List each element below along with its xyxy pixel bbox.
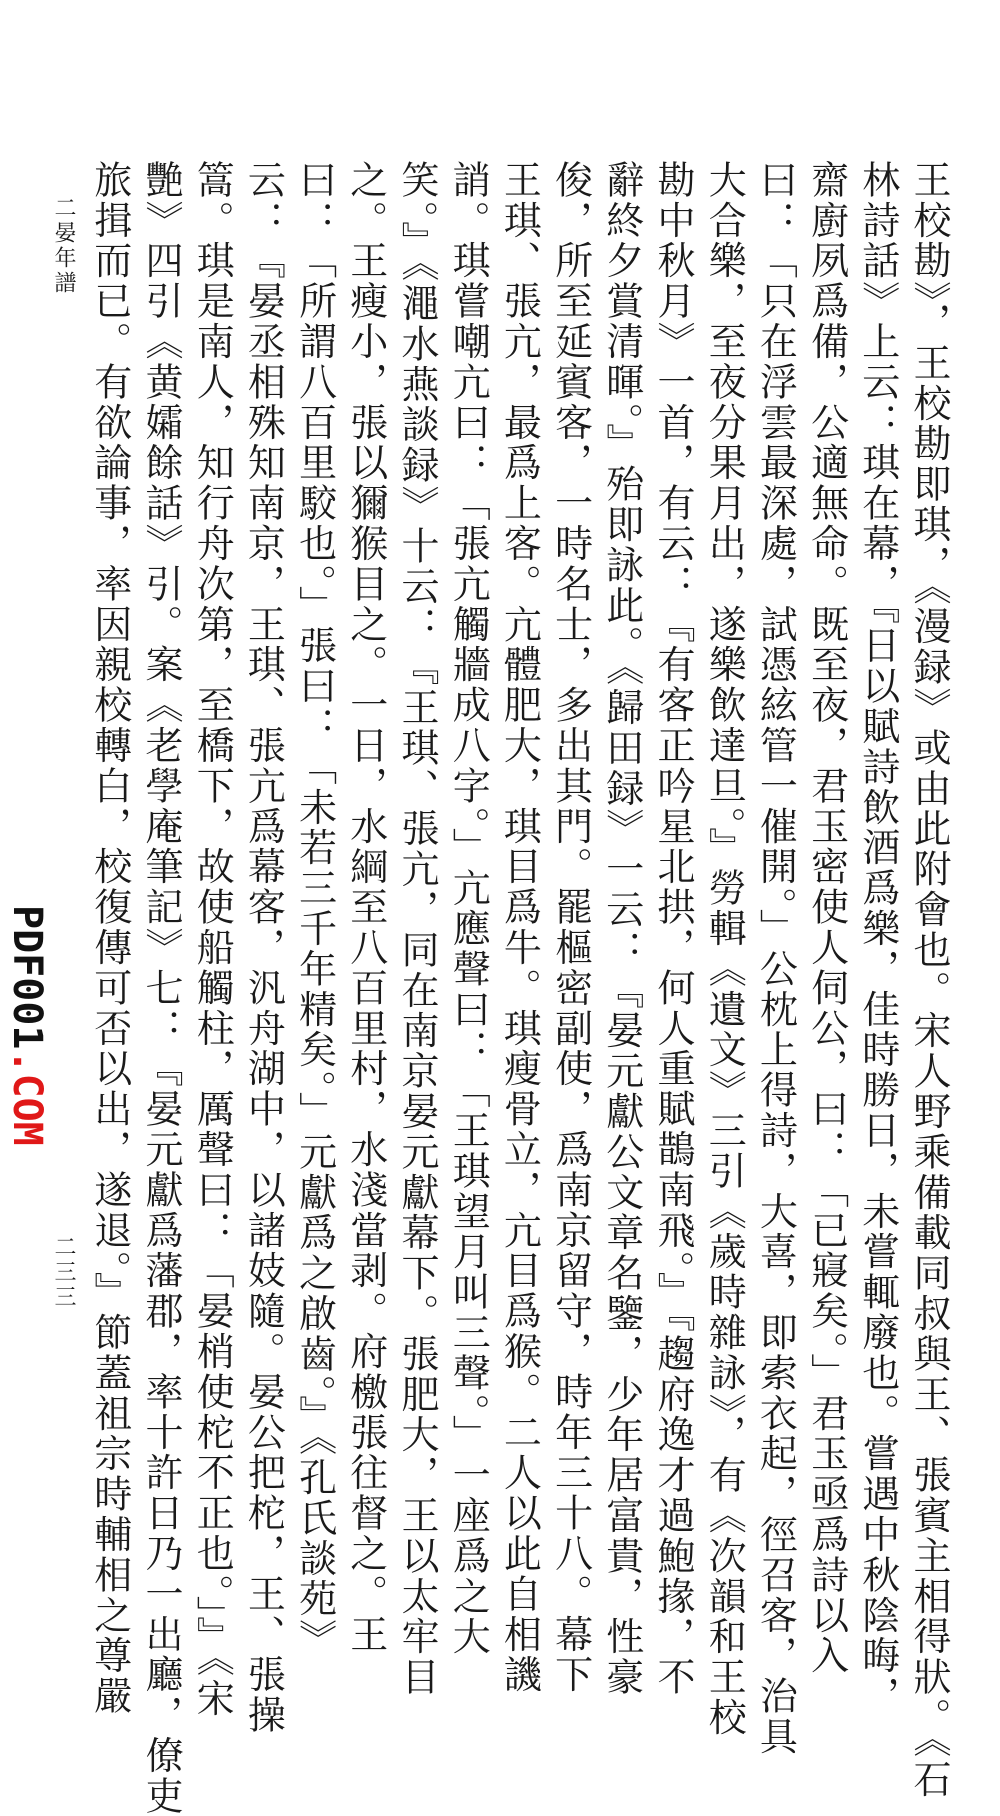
text-column: 王琪、張亢，最爲上客。亢體肥大，琪目爲牛。琪瘦骨立，亢目爲猴。二人以此自相譏 <box>497 160 542 1696</box>
text-column: 王校勘》，王校勘即琪，《漫録》或由此附會也。宋人野乘備載同叔與王、張賓主相得狀。《石 <box>907 160 951 1800</box>
text-column: 曰：「只在浮雲最深處，試憑絃管一催開。」公枕上得詩，大喜，即索衣起，徑召客，治具 <box>753 160 798 1757</box>
text-column: 艷》四引《黄孀餘話》引。案《老學庵筆記》七：『晏元獻爲藩郡，率十許日乃一出廳，僚吏 <box>139 160 183 1816</box>
page-number: 二三三 <box>51 1235 76 1310</box>
text-column: 俊，所至延賓客，一時名士，多出其門。罷樞密副使，爲南京留守，時年三十八。幕下 <box>548 160 593 1696</box>
text-column: 齋廚夙爲備，公適無命。既至夜，君玉密使人伺公，曰：「已寢矣。」君玉亟爲詩以入 <box>804 160 849 1677</box>
running-head: 二晏年譜 <box>51 196 76 296</box>
text-column: 曰：「所謂八百里駮也。」張曰：「未若三千年精矣。」元獻爲之啟齒。』《孔氏談苑》 <box>292 160 337 1660</box>
text-column: 林詩話》上云：琪在幕，『日以賦詩飲酒爲樂，佳時勝日，未嘗輒廢也。嘗遇中秋陰晦， <box>855 160 900 1717</box>
text-column: 誚。琪嘗嘲亢曰：「張亢觸牆成八字。」亢應聲曰：「王琪望月叫三聲。」一座爲之大 <box>446 160 491 1658</box>
text-column: 云：『晏丞相殊知南京，王琪、張亢爲幕客，汎舟湖中，以諸妓隨。晏公把柁，王、張操 <box>241 160 286 1736</box>
text-column: 篙。琪是南人，知行舟次第，至橋下，故使船觸柱，厲聲曰：「晏梢使柁不正也。」』《宋 <box>190 160 235 1719</box>
watermark <box>4 905 50 1146</box>
text-column: 辭終夕賞清暉。』殆即詠此。《歸田録》一云：『晏元獻公文章名鑒，少年居富貴，性豪 <box>599 160 644 1698</box>
text-column: 旅揖而已。有欲論事，率因親校轉白，校復傳可否以出，遂退。』節蓋祖宗時輔相之尊嚴 <box>87 160 132 1717</box>
text-column: 之。王瘦小，張以獮猴目之。一日，水綱至八百里村，水淺當剥。府檄張往督之。王 <box>343 160 388 1655</box>
watermark-part2: .COM <box>4 1049 50 1146</box>
text-column: 大合樂，至夜分果月出，遂樂飲達旦。』勞輯《遺文》三引《歲時雜詠》，有《次韻和王校 <box>702 160 747 1738</box>
watermark-part1: PDF001 <box>4 905 50 1050</box>
text-column: 勘中秋月》一首，有云：『有客正吟星北拱，何人重賦鵲南飛。』『趨府逸才過鮑掾，不 <box>651 160 695 1698</box>
text-column: 笑。』《澠水燕談録》十云：『王琪、張亢，同在南京晏元獻幕下。張肥大，王以太牢目 <box>395 160 439 1698</box>
